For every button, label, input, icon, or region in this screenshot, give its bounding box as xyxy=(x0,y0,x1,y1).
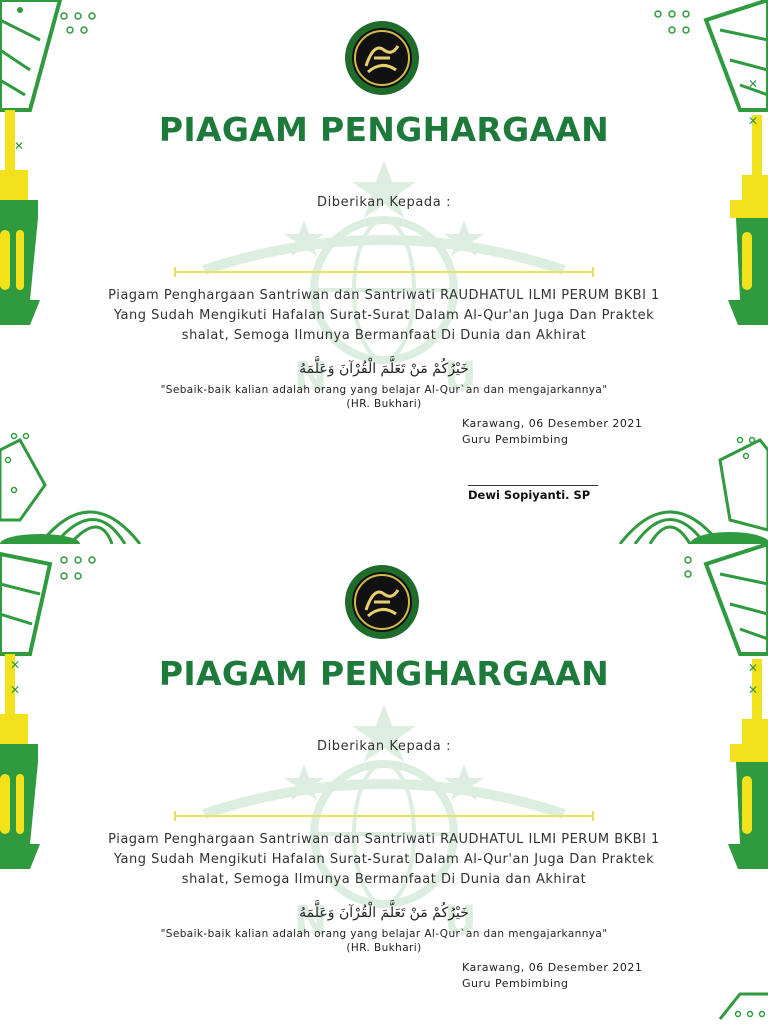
place-date: Karawang, 06 Desember 2021 xyxy=(462,417,643,430)
arabic-verse: خَيْرُكُمْ مَنْ تَعَلَّمَ الْقُرْآنَ وَعَلَّمَهُ xyxy=(299,361,469,377)
ramadan-lantern-icon xyxy=(0,0,60,325)
signature-block xyxy=(462,416,642,448)
hadith-text: "Sebaik-baik kalian adalah orang yang belajar Al-Qur`an dan mengajarkannya" xyxy=(160,928,608,940)
ramadan-lantern-icon xyxy=(706,0,768,325)
hadith-source: (HR. Bukhari) xyxy=(346,398,422,410)
certificate-bottom xyxy=(0,544,768,1024)
recipient-name-line xyxy=(176,815,592,817)
svg-text:U: U xyxy=(444,898,477,944)
body-line: shalat, Semoga Ilmunya Bermanfaat Di Dunia dan Akhirat xyxy=(181,872,587,887)
recipient-name-line xyxy=(176,271,592,273)
signer-name: Dewi Sopiyanti. SP xyxy=(468,488,591,502)
svg-text:N: N xyxy=(294,354,328,400)
svg-text:✕: ✕ xyxy=(10,683,21,697)
signer-role: Guru Pembimbing xyxy=(462,433,569,446)
svg-text:U: U xyxy=(444,354,477,400)
certificate-title: PIAGAM PENGHARGAAN xyxy=(158,110,610,149)
body-line: Yang Sudah Mengikuti Hafalan Surat-Surat Dalam Al-Qur'an Juga Dan Praktek xyxy=(113,308,655,323)
geometric-lantern-left xyxy=(0,434,140,545)
hadith-text: "Sebaik-baik kalian adalah orang yang belajar Al-Qur`an dan mengajarkannya" xyxy=(160,384,608,396)
given-to-label: Diberikan Kepada : xyxy=(316,195,452,210)
svg-text:✕: ✕ xyxy=(748,114,759,128)
certificate-body xyxy=(70,286,698,346)
hadith-quote xyxy=(0,927,768,955)
place-date: Karawang, 06 Desember 2021 xyxy=(462,961,643,974)
svg-text:N: N xyxy=(294,898,328,944)
body-line: shalat, Semoga Ilmunya Bermanfaat Di Dunia dan Akhirat xyxy=(181,328,587,343)
hadith-quote xyxy=(0,383,768,411)
quran-emblem-icon xyxy=(344,564,420,640)
certificate-title: PIAGAM PENGHARGAAN xyxy=(158,654,610,693)
ramadan-lantern-icon xyxy=(706,544,768,869)
body-line: Yang Sudah Mengikuti Hafalan Surat-Surat Dalam Al-Qur'an Juga Dan Praktek xyxy=(113,852,655,867)
quran-emblem-icon xyxy=(344,20,420,96)
body-line: Piagam Penghargaan Santriwan dan Santriwati RAUDHATUL ILMI PERUM BKBI 1 xyxy=(108,288,660,303)
ramadan-lantern-icon xyxy=(0,554,50,869)
svg-text:✕: ✕ xyxy=(748,683,759,697)
geometric-lantern-right xyxy=(620,438,768,545)
signature-block xyxy=(462,960,642,992)
certificate-body xyxy=(70,830,698,890)
signer-role: Guru Pembimbing xyxy=(462,977,569,990)
hadith-source: (HR. Bukhari) xyxy=(346,942,422,954)
svg-text:✕: ✕ xyxy=(14,139,25,153)
arabic-verse: خَيْرُكُمْ مَنْ تَعَلَّمَ الْقُرْآنَ وَعَلَّمَهُ xyxy=(299,905,469,921)
svg-text:✕: ✕ xyxy=(748,77,759,91)
svg-text:✕: ✕ xyxy=(10,658,21,672)
given-to-label: Diberikan Kepada : xyxy=(316,739,452,754)
svg-text:✕: ✕ xyxy=(748,661,759,675)
body-line: Piagam Penghargaan Santriwan dan Santriwati RAUDHATUL ILMI PERUM BKBI 1 xyxy=(108,832,660,847)
